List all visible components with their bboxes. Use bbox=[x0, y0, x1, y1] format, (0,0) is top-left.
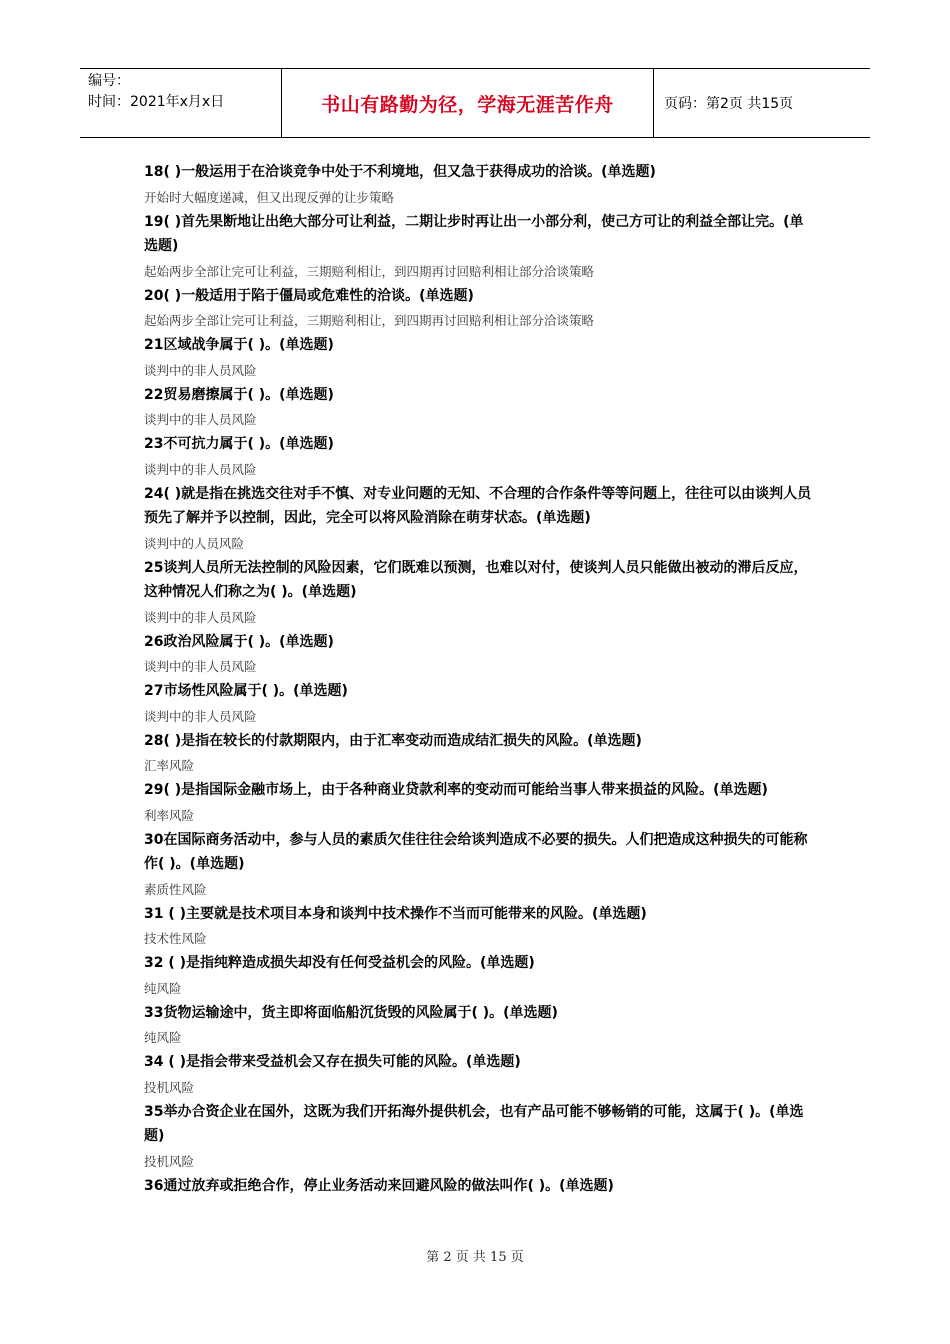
question-text: 28( )是指在较长的付款期限内，由于汇率变动而造成结汇损失的风险。(单选题) bbox=[144, 732, 642, 749]
list-item bbox=[144, 902, 814, 952]
answer-text: 技术性风险 bbox=[144, 931, 207, 946]
list-item bbox=[144, 1050, 814, 1100]
answer-text: 投机风险 bbox=[144, 1079, 195, 1095]
list-item bbox=[144, 729, 814, 779]
question-text: 18( )一般运用于在洽谈竞争中处于不利境地，但又急于获得成功的洽谈。(单选题) bbox=[144, 164, 656, 180]
list-item bbox=[144, 1001, 814, 1051]
question-text: 35举办合资企业在国外，这既为我们开拓海外提供机会，也有产品可能不够畅销的可能，这属于( )。(单选题) bbox=[144, 1103, 804, 1144]
question-text: 19( )首先果断地让出绝大部分可让利益，二期让步时再让出一小部分利，使己方可让的利益全部让完。(单选题) bbox=[144, 213, 804, 254]
list-item bbox=[144, 383, 814, 433]
list-item bbox=[144, 556, 814, 630]
question-text: 34 ( )是指会带来受益机会又存在损失可能的风险。(单选题) bbox=[144, 1054, 521, 1070]
list-item bbox=[144, 210, 814, 284]
question-text: 33货物运输途中，货主即将面临船沉货毁的风险属于( )。(单选题) bbox=[144, 1004, 558, 1021]
answer-text: 素质性风险 bbox=[144, 881, 207, 897]
answer-text: 起始两步全部让完可让利益，三期赔利相让，到四期再讨回赔利相让部分洽谈策略 bbox=[144, 263, 595, 279]
answer-text: 谈判中的非人员风险 bbox=[144, 609, 257, 625]
list-item bbox=[144, 482, 814, 556]
answer-text: 汇率风险 bbox=[144, 758, 195, 773]
document-number-label: 编号： bbox=[88, 73, 130, 89]
answer-text: 纯风险 bbox=[144, 980, 182, 996]
answer-text: 谈判中的非人员风险 bbox=[144, 412, 257, 427]
question-text: 20( )一般适用于陷于僵局或危难性的洽谈。(单选题) bbox=[144, 287, 474, 304]
question-text: 32 ( )是指纯粹造成损失却没有任何受益机会的风险。(单选题) bbox=[144, 955, 535, 971]
document-time-label: 时间：2021年x月x日 bbox=[88, 94, 225, 110]
question-text: 26政治风险属于( )。(单选题) bbox=[144, 633, 334, 650]
answer-text: 谈判中的非人员风险 bbox=[144, 708, 257, 724]
question-text: 30在国际商务活动中，参与人员的素质欠佳往往会给谈判造成不必要的损失。人们把造成这种损失的可能称作( )。(单选题) bbox=[144, 831, 808, 872]
answer-text: 起始两步全部让完可让利益，三期赔利相让，到四期再讨回赔利相让部分洽谈策略 bbox=[144, 313, 595, 328]
list-item bbox=[144, 432, 814, 482]
answer-text: 开始时大幅度递减，但又出现反弹的让步策略 bbox=[144, 189, 395, 205]
question-list bbox=[144, 160, 814, 1198]
header-meta bbox=[80, 69, 282, 137]
question-text: 22贸易磨擦属于( )。(单选题) bbox=[144, 386, 334, 403]
answer-text: 谈判中的非人员风险 bbox=[144, 362, 257, 378]
list-item bbox=[144, 160, 814, 210]
question-text: 31 ( )主要就是技术项目本身和谈判中技术操作不当而可能带来的风险。(单选题) bbox=[144, 905, 647, 922]
question-text: 23不可抗力属于( )。(单选题) bbox=[144, 436, 334, 452]
header-page-info: 页码：第2页 共15页 bbox=[664, 96, 794, 112]
answer-text: 纯风险 bbox=[144, 1030, 182, 1045]
answer-text: 谈判中的非人员风险 bbox=[144, 461, 257, 477]
answer-text: 投机风险 bbox=[144, 1153, 195, 1169]
answer-text: 利率风险 bbox=[144, 807, 195, 823]
question-text: 25谈判人员所无法控制的风险因素，它们既难以预测，也难以对付，使谈判人员只能做出被动的滞后反应，这种情况人们称之为( )。(单选题) bbox=[144, 559, 808, 600]
question-text: 27市场性风险属于( )。(单选题) bbox=[144, 683, 348, 699]
list-item bbox=[144, 951, 814, 1001]
list-item bbox=[144, 284, 814, 334]
list-item bbox=[144, 333, 814, 383]
list-item bbox=[144, 1100, 814, 1174]
list-item bbox=[144, 630, 814, 680]
header-motto: 书山有路勤为径，学海无涯苦作舟 bbox=[282, 69, 654, 137]
page-footer: 第 2 页 共 15 页 bbox=[426, 1250, 524, 1265]
question-text: 24( )就是指在挑选交往对手不慎、对专业问题的无知、不合理的合作条件等等问题上，往往可以由谈判人员预先了解并予以控制，因此，完全可以将风险消除在萌芽状态。(单选题) bbox=[144, 485, 812, 526]
page-header bbox=[80, 68, 870, 138]
list-item bbox=[144, 778, 814, 828]
list-item bbox=[144, 828, 814, 902]
answer-text: 谈判中的人员风险 bbox=[144, 535, 245, 551]
list-item bbox=[144, 1174, 814, 1199]
answer-text: 谈判中的非人员风险 bbox=[144, 659, 257, 674]
question-text: 21区域战争属于( )。(单选题) bbox=[144, 337, 334, 353]
list-item bbox=[144, 679, 814, 729]
question-text: 29( )是指国际金融市场上，由于各种商业贷款利率的变动而可能给当事人带来损益的风险。(单选题) bbox=[144, 782, 768, 798]
question-text: 36通过放弃或拒绝合作，停止业务活动来回避风险的做法叫作( )。(单选题) bbox=[144, 1177, 614, 1194]
